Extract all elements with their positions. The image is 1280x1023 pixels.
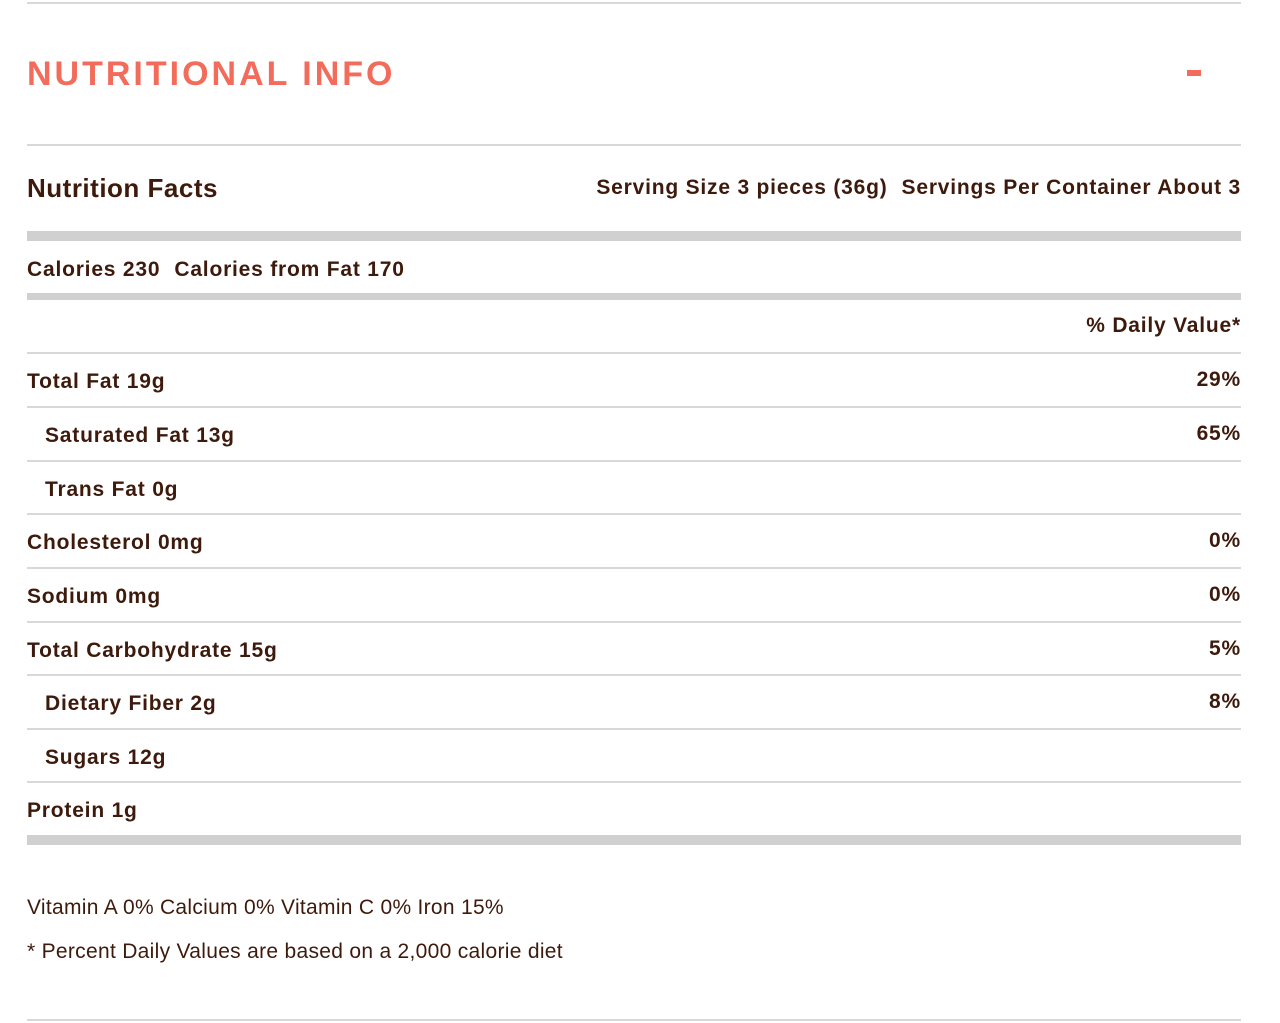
- nutrient-label: Dietary Fiber 2g: [45, 692, 217, 715]
- nutrient-label: Saturated Fat 13g: [45, 424, 235, 447]
- nutrient-label: Sugars 12g: [45, 746, 167, 769]
- calories-value: Calories 230: [27, 258, 161, 281]
- bottom-divider: [27, 1019, 1241, 1021]
- nutrient-percent: 8%: [1209, 690, 1241, 713]
- header-divider: [27, 144, 1241, 146]
- nutrient-percent: 65%: [1196, 422, 1241, 445]
- nutrient-label: Protein 1g: [27, 799, 138, 822]
- vitamin-c: Vitamin C 0%: [281, 896, 412, 919]
- thick-divider: [27, 835, 1241, 845]
- serving-size: Serving Size 3 pieces (36g): [596, 176, 888, 199]
- vitamin-a: Vitamin A 0%: [27, 896, 154, 919]
- iron: Iron 15%: [417, 896, 504, 919]
- nutrient-row-sodium: [27, 569, 1241, 621]
- nutrition-facts-title: Nutrition Facts: [27, 173, 218, 203]
- section-title: NUTRITIONAL INFO: [27, 55, 396, 93]
- nutrient-row-total-carbohydrate: [27, 623, 1241, 675]
- nutrient-percent: 5%: [1209, 637, 1241, 660]
- nutrient-label: Trans Fat 0g: [45, 478, 179, 501]
- top-divider: [27, 2, 1241, 4]
- calcium: Calcium 0%: [159, 896, 276, 919]
- nutrient-row-trans-fat: [27, 462, 1241, 514]
- nutrient-label: Total Fat 19g: [27, 370, 166, 393]
- nutrient-percent: 29%: [1196, 368, 1241, 391]
- nutrient-percent: 0%: [1209, 529, 1241, 552]
- servings-per-container: Servings Per Container About 3: [901, 176, 1241, 199]
- nutrient-row-sugars: [27, 730, 1241, 782]
- nutrient-row-total-fat: [27, 354, 1241, 406]
- nutrient-label: Sodium 0mg: [27, 585, 162, 608]
- thick-divider: [27, 231, 1241, 241]
- nutrient-label: Total Carbohydrate 15g: [27, 639, 278, 662]
- nutrient-row-saturated-fat: [27, 408, 1241, 460]
- collapse-button[interactable]: [1187, 70, 1201, 76]
- nutrient-label: Cholesterol 0mg: [27, 531, 204, 554]
- nutrient-row-cholesterol: [27, 515, 1241, 567]
- nutrient-row-protein: [27, 783, 1241, 835]
- nutrient-row-dietary-fiber: [27, 676, 1241, 728]
- vitamins-line: [27, 893, 504, 923]
- serving-info: [596, 172, 1241, 204]
- nutrient-percent: 0%: [1209, 583, 1241, 606]
- daily-value-footnote: * Percent Daily Values are based on a 2,000 calorie diet: [27, 940, 563, 963]
- daily-value-header: % Daily Value*: [1086, 314, 1241, 337]
- medium-divider: [27, 293, 1241, 300]
- calories-row: [27, 255, 405, 285]
- calories-from-fat: Calories from Fat 170: [174, 258, 405, 281]
